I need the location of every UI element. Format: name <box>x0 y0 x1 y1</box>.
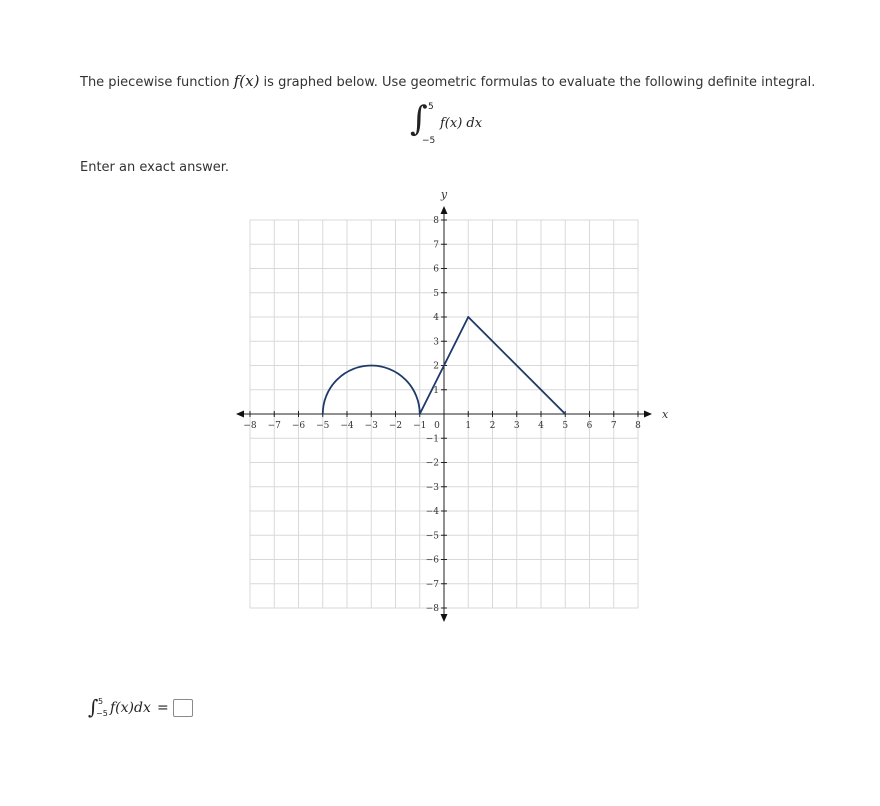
y-tick-label: −1 <box>425 434 439 445</box>
y-tick-label: −3 <box>425 482 439 493</box>
y-tick-label: 2 <box>433 361 439 372</box>
x-tick-label: −1 <box>413 421 427 431</box>
x-axis-label: x <box>662 408 669 421</box>
y-tick-label: −8 <box>425 604 439 614</box>
instruction-text: Enter an exact answer. <box>80 160 230 175</box>
x-tick-label: −6 <box>291 421 306 431</box>
x-tick-label: 2 <box>489 421 496 431</box>
x-tick-label: 3 <box>513 421 520 431</box>
prompt-before: The piecewise function <box>80 75 234 90</box>
y-axis-arrow-down <box>441 614 448 622</box>
x-tick-label: −8 <box>243 421 257 431</box>
equals-sign: = <box>157 700 169 716</box>
answer-lower-limit: −5 <box>96 709 108 718</box>
x-axis-arrow-left <box>236 411 244 418</box>
y-tick-label: 7 <box>433 240 439 251</box>
prompt-after: is graphed below. Use geometric formulas to evaluate the following definite integral. <box>259 75 816 90</box>
answer-upper-limit: 5 <box>98 697 104 706</box>
integral-integrand: f(x) dx <box>440 116 483 131</box>
answer-integrand: f(x)dx <box>110 700 151 716</box>
y-tick-label: 1 <box>433 385 439 396</box>
integral-lower-limit: −5 <box>422 136 436 146</box>
x-tick-label: −7 <box>267 421 281 431</box>
y-tick-label: −2 <box>425 458 439 469</box>
y-tick-label: −5 <box>425 531 439 542</box>
origin-label: 0 <box>434 421 440 431</box>
x-tick-label: 7 <box>610 421 617 431</box>
integral-sign: ∫ <box>410 99 428 139</box>
y-tick-label: 8 <box>433 216 439 226</box>
answer-integral-sign: ∫ <box>88 695 99 719</box>
y-tick-label: −6 <box>425 555 439 566</box>
x-tick-label: −4 <box>340 421 354 431</box>
x-tick-label: 1 <box>465 421 472 431</box>
x-tick-label: 6 <box>586 421 593 431</box>
tick-labels <box>243 216 641 614</box>
x-tick-label: 8 <box>635 421 641 431</box>
integral-upper-limit: 5 <box>428 102 434 112</box>
function-name: f(x) <box>233 72 260 90</box>
y-tick-label: 3 <box>433 337 439 348</box>
y-tick-label: 6 <box>433 264 439 275</box>
x-tick-label: 4 <box>538 421 544 431</box>
x-tick-label: −5 <box>316 421 330 431</box>
answer-input[interactable] <box>173 699 193 717</box>
y-tick-label: −4 <box>425 507 439 517</box>
x-tick-label: 5 <box>562 421 569 431</box>
y-axis-arrow-up <box>441 206 448 214</box>
x-tick-label: −3 <box>364 421 378 431</box>
y-tick-label: 5 <box>433 288 439 299</box>
x-axis-arrow-right <box>644 411 652 418</box>
y-axis-label: y <box>440 188 448 201</box>
y-tick-label: −7 <box>425 579 439 590</box>
x-tick-label: −2 <box>388 421 403 431</box>
y-tick-label: 4 <box>433 313 439 323</box>
